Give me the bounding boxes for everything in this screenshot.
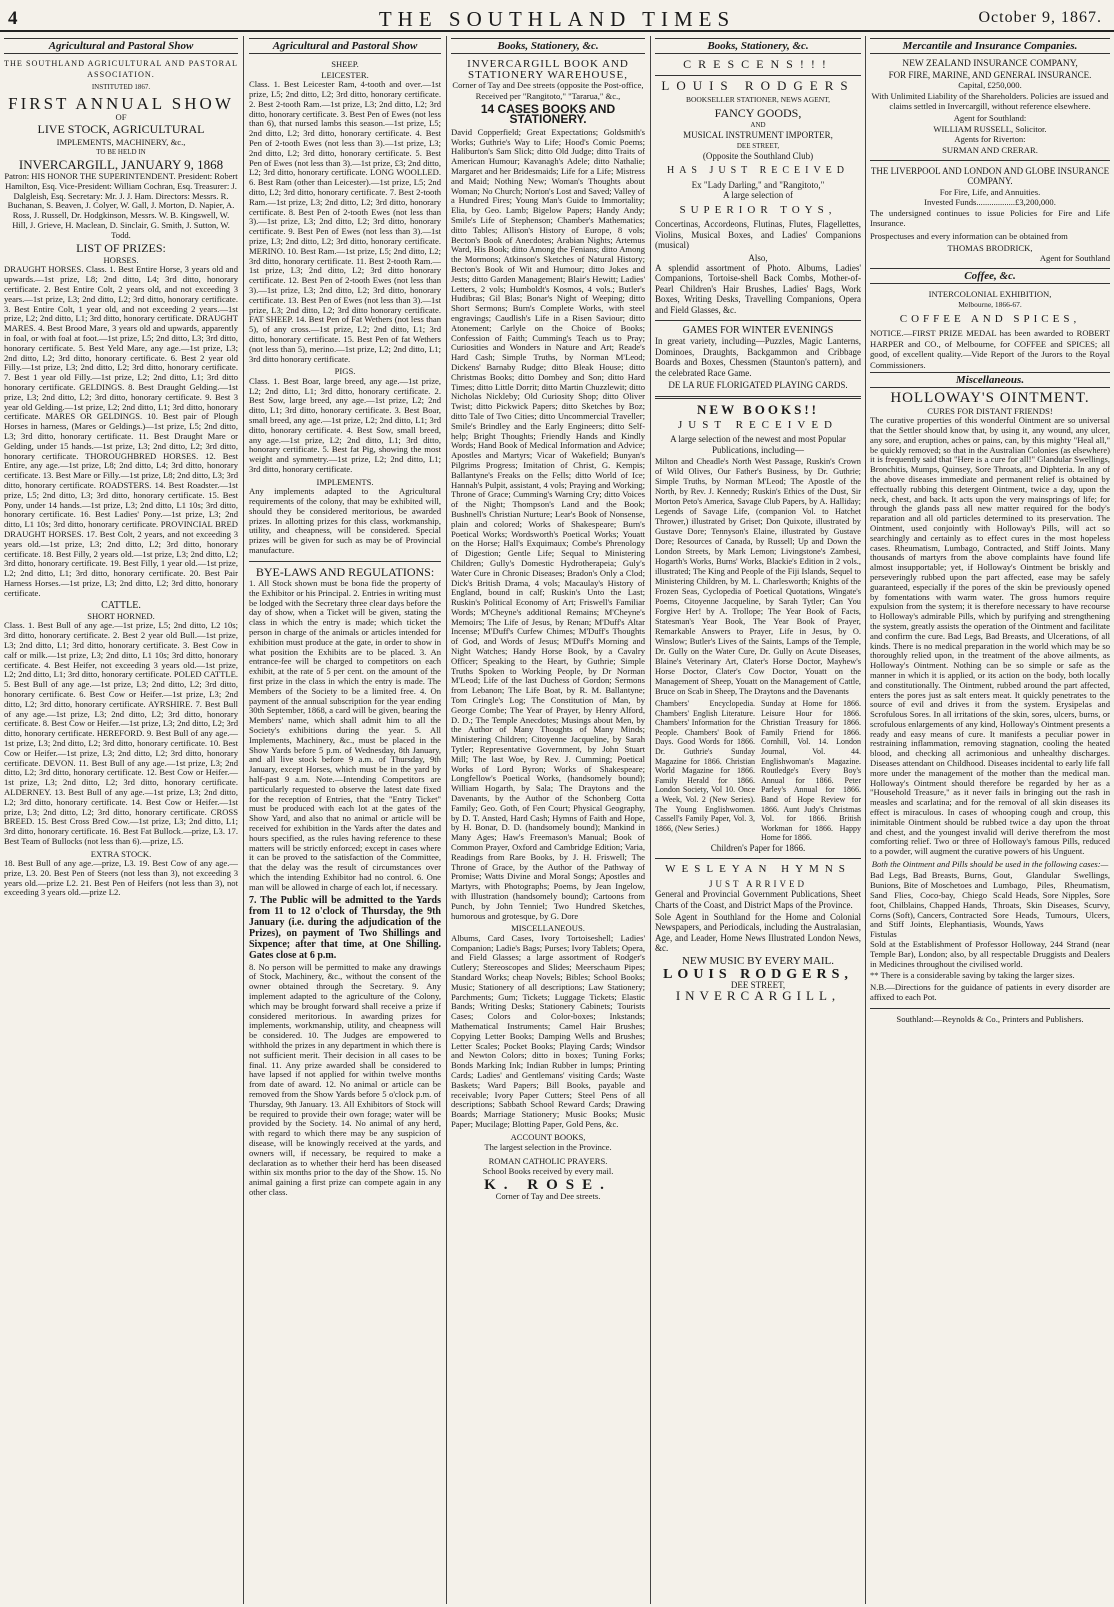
divider (655, 396, 861, 399)
rodgers-signature: LOUIS RODGERS, (663, 966, 853, 982)
holloway-text: The curative properties of this wonderful Ointment are so universal that the Settler should know that, by using it, any wound, any ulcer, any sore, and eruption, aches or pains, can, by this mighty "Heal all," be quickly removed; so that in the Australian Colonies (as elsewhere) it is frequently said that "Here is a cure for all!" Glandular Swellings, Bronchitis, Mumps, Quinsey, Sore Throats, and Diphteria. In any of the above diseases immediate and permanent relief is obtained by effectually rubbing this detergent Ointment, twice a day, upon the neck, chest, and back. It acts upon the very mainsprings of life; for through the glands pass all new matter required for the body's reparation and all old particles determined to its preservation. The Ointment, used conjointly with Holloway's Pills, will act so searchingly and certainly as to effect cures in the most hopeless cases. Rheumatism, Lumbago, Contracted, and Stiff Joints. Many thousands of martyrs from the above complaints have found life almost insupportable; yet, if Holloway's Ointment be briskly and perseveringly rubbed upon the part affected, ease may be safely guaranteed, especially if the pores of the skin be previously opened by fomentations with warm water. The gross humors require expulsion from the system; it is therefore necessary to have recourse to Holloway's admirable Pills, which by purifying and strengthening the system, greatly assists the operation of the Ointment and facilitate and confirm the cure. Bad Legs, Bad Breasts, and Ulcerations, of all kinds. There is no medical preparation in the world which may be so thoroughly relied upon, in the treatment of the above ailments, as Holloway's Ointment. Nothing can be so simple or safe as the manner in which it is applied, or its action on the body, both locally and constitutionally. The Ointment, rubbed around the part affected, enters the pores just as salt enters meat. It quickly penetrates to the source of evil and drives it from the system. Erysipelas and Scrofulous Sores. In all irritations of the skin, sores, ulcers, burns, or scrofulous enlargements of any kind, Holloway's Ointment presents a ready and easy means of cure. It manifests a peculiar power in restraining inflammation, removing stagnation, cooling the heated blood, and checking all acrimonious and unhealthy discharges. Diseases attendant on Childhood. Diseases incidental to early life fall more under the management of the mother than the medical man. Holloway's Ointment should therefore be regarded by her as a "Household Treasure," as it never fails in bringing out the rash in measles and scarlatina; and for the removal of all skin diseases its effect is miraculous. In cases of whooping cough and croup, this inimitable Ointment should be rubbed twice a day upon the throat and chest, and the youngest invalid will derive therefrom the most comforting relief. Two or three of Holloway's famous Pills, reduced to a powder, will augment the curative powers of his Unguent. (870, 415, 1110, 857)
and-label: AND (750, 121, 766, 130)
liverpool-title: THE LIVERPOOL AND LONDON AND GLOBE INSURANCE COMPANY. (870, 166, 1110, 187)
cases-heading: 14 CASES BOOKS AND STATIONERY. (480, 102, 616, 127)
annuals-right: Sunday at Home for 1866. Leisure Hour for 1866. Christian Treasury for 1866. Family Friend for 1866. Cornhill, Vol. 14. London Journal, Vol. 44. Englishwoman's Magazine. Routledge's Every Boy's Annual for 1866. Peter Parley's Annual for 1866. Band of Hope Review for 1866. Aunt Judy's Christmas Vol. for 1866. British Workman for 1866. Happy Home for 1866. (761, 699, 861, 843)
show-title: FIRST ANNUAL SHOW (8, 93, 234, 113)
nz-insurance-subtitle: FOR FIRE, MARINE, AND GENERAL INSURANCE. (888, 69, 1092, 80)
playing-cards: DE LA RUE FLORIGATED PLAYING CARDS. (668, 379, 848, 390)
directions-note: N.B.—Directions for the guidance of patients in every disorder are affixed to each Pot. (870, 982, 1110, 1003)
section-header: Agricultural and Pastoral Show (249, 38, 441, 54)
misc-heading: MISCELLANEOUS. (511, 923, 585, 934)
implements-text: Any implements adapted to the Agricultural requirements of the colony, that may be exhibited will, should they be considered meritorious, be awarded prizes. In allotting prizes for this class, workmanship, utility, and cheapness, will be considered. Special prizes will be given for such as may be of Provincial manufacture. (249, 486, 441, 555)
unlimited-liability: With Unlimited Liability of the Shareholders. Policies are issued and claims settled in Invercargill, without reference elsewhere. (871, 90, 1109, 112)
instituted: INSTITUTED 1867. (91, 83, 151, 92)
ailments-list (870, 871, 1110, 940)
bylaws-text: 1. All Stock shown must be bona fide the property of the Exhibitor or his Principal. 2. Entries in writing must be lodged with the Secretary three clear days before the day of show, when a Ticket will be given, stating the class in which the entry is made; which ticket the person in charge of the animals or articles intended for exhibition must produce at the gate, in order to show in what position the Exhibits are to be placed. 3. An entrance-fee will be charged to competitors on each exhibit, at the rate of 5 per cent. on the amount of the first prize in the class in which the entry is made. The Members of the Society to be a limited free. 4. On payment of the annual subscription for the year ending 30th September, 1868, a card will be given, bearing the Members' name, which shall admit him to all the Society's exhibitions during the year. 5. All Implements, Machinery, &c., must be placed in the Show Yards before 5 p.m. of Wednesday, 8th January, and all live stock before 9 a.m. of Thursday, 9th January, except Horses, which must be in the yard by half-past 9 a.m. Note.—Intending Competitors are particularly requested to observe the latest date fixed for the reception of Entries, that the "Entry Ticket" must be produced with each lot at the gates of the Show Yard, and also that no animal or article will be received for exhibition in the Yards after the dates and hours specified, as the rules having reference to these matters will be strictly enforced; except in cases where it can be proved to the satisfaction of the Committee, that the delay was the result of circumstances over which the intending Exhibitor had no control. 6. One man will be allowed in charge of each lot, if necessary. (249, 578, 441, 892)
large-selection: A large selection of (722, 190, 794, 201)
dee-street: DEE STREET, (736, 141, 780, 150)
liverpool-funds: Invested Funds..................£3,200,000. (924, 197, 1056, 208)
warehouse-address: Corner of Tay and Dee streets (opposite the Post-office, (452, 80, 644, 91)
page-number: 4 (8, 8, 18, 29)
warehouse-title: INVERCARGILL BOOK AND (467, 58, 629, 71)
divider (655, 320, 861, 321)
agent-russell: WILLIAM RUSSELL, Solicitor. (933, 123, 1047, 134)
account-books: ACCOUNT BOOKS, (510, 1131, 586, 1142)
divider (870, 1008, 1110, 1009)
brodrick-role: Agent for Southland (1039, 253, 1110, 264)
fancy-goods: FANCY GOODS, (714, 105, 802, 120)
leicester-heading: LEICESTER. (321, 69, 369, 80)
column-insurance-holloway (870, 38, 1110, 1602)
divider (249, 561, 441, 562)
just-received-text: A large selection of the newest and most Popular Publications, including— (670, 434, 846, 455)
melbourne: Melbourne, 1866-67. (958, 299, 1022, 309)
issue-date: October 9, 1867. (978, 9, 1102, 26)
misc-header: Miscellaneous. (870, 372, 1110, 388)
new-books-heading: NEW BOOKS!! (697, 402, 819, 418)
show-subject-2: IMPLEMENTS, MACHINERY, &c., (56, 136, 186, 147)
rodgers-name: LOUIS RODGERS (661, 77, 855, 93)
liverpool-lines: For Fire, Life, and Annuities. (939, 186, 1041, 197)
nz-insurance-title: NEW ZEALAND INSURANCE COMPANY, (902, 59, 1078, 70)
ailments-right: Gout, Glandular Swellings, Lumbago, Piles, Rheumatism, Scald Heads, Sore Nipples, Sore Throats, Skin Diseases, Scurvy, Sore Heads, Tumours, Ulcers, Wounds, Yaws (993, 870, 1110, 930)
intercolonial: INTERCOLONIAL EXHIBITION, (928, 289, 1052, 300)
annuals-list (655, 699, 861, 843)
capital: Capital, £250,000. (958, 80, 1022, 91)
divider (870, 160, 1110, 161)
column-agricultural-show-2 (249, 38, 441, 1602)
just-received: JUST RECEIVED (678, 418, 838, 431)
rose-address: Corner of Tay and Dee streets. (495, 1190, 601, 1201)
has-just-received: HAS JUST RECEIVED (666, 164, 850, 176)
section-header: Mercantile and Insurance Companies. (870, 38, 1110, 54)
section-header: Books, Stationery, &c. (451, 38, 645, 54)
association-name: THE SOUTHLAND AGRICULTURAL AND PASTORAL ASSOCIATION. (4, 59, 238, 79)
new-music: NEW MUSIC BY EVERY MAIL. (681, 954, 835, 967)
column-rule (865, 36, 866, 1604)
of-label: OF (115, 112, 127, 123)
ex-ships: Ex "Lady Darling," and "Rangitoto," (691, 180, 825, 191)
coffee-and-spices: COFFEE AND SPICES, (899, 312, 1081, 325)
column-rule (650, 36, 651, 1604)
received-per: Received per "Rangitoto," "Tararua," &c., (475, 90, 621, 101)
column-books-rose (451, 38, 645, 1602)
extra-stock-prizes: 18. Best Bull of any age.—prize, L3. 19. Best Cow of any age.—prize, L3. 20. Best Pen of Steers (not less than 3), not exceeding 3 years old.—prize L2. 21. Best Pen of Heifers (not less than 3), not exceeding 3 years old.—prize L2. (4, 858, 238, 898)
bylaws-heading: BYE-LAWS AND REGULATIONS: (255, 564, 435, 579)
childrens-paper: Children's Paper for 1866. (710, 842, 806, 853)
bylaws-text-2: 8. No person will be permitted to make any drawings of Stock, Machinery, &c., without the consent of the owner obtained through the Secretary. 9. Any implement adapted to the agriculture of the Colony, which may be brought forward shall receive a prize if considered meritorious. In awarding prizes for implements, workmanship, utility, and cheapness will be considered. 10. The Judges are empowered to withhold the prizes in any department in which there is not sufficient merit. Their decision in all cases to be final. 11. Any prize awarded shall be considered to have lapsed if not applied for within twelve months from date of award. 12. No animal or article can be removed from the Show Yards before 5 o'clock p.m. of Thursday, 9th January. 13. All Exhibitors of Stock will be required to provide their own forage; water will be provided by the Society. 14. No animal of any herd, with regard to which there may be any suspicion of disease, will be knowingly received at the yards, and owners will, if necessary, be required to make a declaration as to whether their herd has been diseased within six months prior to the day of the Show. 15. No animal gaining a first prize can compete again in any other class. (249, 961, 441, 1197)
agent-surman: SURMAN AND CRERAR. (942, 144, 1038, 155)
column-rule (243, 36, 244, 1604)
sole-agent: Sole Agent in Southland for the Home and Colonial Newspapers, and Periodicals, including the Australasian, Age, and Leader, Home News Illustrated London News, &c. (655, 911, 861, 954)
prospectuses: Prospectuses and every information can be obtained from (870, 230, 1068, 241)
pig-prizes: Class. 1. Best Boar, large breed, any age.—1st prize, L2; 2nd ditto, L1; 3rd ditto, honorary certificate. 2. Best Sow, large breed, any age.—1st prize, L2; 2nd ditto, L1; 3rd ditto, honorary certificate. 3. Best Boar, small breed, any age.—1st prize, L2; 2nd ditto, L1; 3rd ditto, honorary certificate. 4. Best Sow, small breed, any age.—1st prize, L2; 2nd ditto, L1; 3rd ditto, honorary certificate. 5. Best fat Pig, showing the most weight and symmetry.—1st prize, L2; 2nd ditto, L1; 3rd ditto, honorary certificate. (249, 375, 441, 474)
toys-list: Concertinas, Accordeons, Flutinas, Flutes, Flagellettes, Violins, Musical Boxes, and Ladies' Companions (musical) (655, 219, 861, 251)
rodgers-trade: BOOKSELLER STATIONER, NEWS AGENT, (685, 95, 831, 105)
holloway-title: HOLLOWAY'S OINTMENT. (890, 390, 1090, 407)
misc-list: Albums, Card Cases, Ivory Tortoiseshell; Ladies' Companion; Ladie's Bags; Purses; Ivory Tablets; Opera, and Field Glasses; a large assortment of Rodger's Cutlery; Stereoscopes and Slides; Meerschaum Pipes; Standard Works; cheap Novels; Bibles; School Books; Music; Stationery of all descriptions; Law Stationery; Parchments; Gum; Tickets; Luggage Tickets; Elastic Bands; Writing Desks; Stationery Cabinets; Tourists Cases; Colors and Color-boxes; Inkstands; Mathematical Instruments; Camel Hair Brushes; Copying Letter Books; Damping Wells and Brushes; Letter Scales; Pocket Books; Playing Cards; Windsor and Newton Colors; ditto in boxes; Tuning Forks; Bonds Marking Ink; Indian Rubber in lumps; Printing Cards; Ladies' and Gentlemans' visiting Cards; Waste Baskets; Ward Papers; Bill Books, payable and receivable; Ivory Paper Cutters; Steel Pens of all descriptions; Sabbath School Reward Cards; Drawing Boards; Marriage Stationery; Music Books; Music Paper; Mucilage; Blotting Paper, Gold Pens, &c. (451, 932, 645, 1129)
sold-at: Sold at the Establishment of Professor Holloway, 244 Strand (near Temple Bar), London; also, by all respectable Druggists and Dealers in Medicines throughout the civilised world. (870, 939, 1110, 969)
largest-selection: The largest selection in the Province. (484, 1142, 612, 1153)
coffee-header: Coffee, &c. (870, 268, 1110, 284)
brodrick-name: THOMAS BRODRICK, (947, 242, 1033, 253)
show-location: INVERCARGILL, JANUARY 9, 1868 (18, 156, 224, 172)
undersigned: The undersigned continues to issue Policies for Fire and Life Insurance. (870, 207, 1110, 229)
divider (655, 75, 861, 76)
games-heading: GAMES FOR WINTER EVENINGS (682, 324, 834, 336)
prizes-heading: LIST OF PRIZES: (76, 240, 166, 255)
annuals-left: Chambers' Encyclopedia. Chambers' English Literature. Chambers' Information for the People. Chambers' Book of Days. Good Words for 1866. Dr. Guthrie's Sunday Magazine for 1866. Christian World Magazine for 1866. Family Herald for 1866. London Society, Vol 10. Once a Week, Vol. 2 (New Series). The Young Englishwomen. Cassell's Family Paper, Vol. 3, 1866, (New Series.) (655, 699, 755, 833)
divider (655, 858, 861, 859)
held-label: TO BE HELD IN (96, 148, 146, 157)
printer-imprint: Southland:—Reynolds & Co., Printers and Publishers. (896, 1013, 1084, 1024)
rose-signature: K. ROSE. (484, 1177, 612, 1194)
extra-stock-heading: EXTRA STOCK. (90, 848, 152, 859)
roman-catholic-prayers: ROMAN CATHOLIC PRAYERS. (488, 1155, 608, 1166)
agent-for-southland: Agent for Southland: (953, 113, 1027, 124)
both-cases: Both the Ointment and Pills should be used in the following cases:— (871, 859, 1109, 870)
warehouse-title-2: STATIONERY WAREHOUSE, (467, 68, 629, 81)
show-subject: LIVE STOCK, AGRICULTURAL (37, 122, 205, 137)
cattle-heading: CATTLE. (101, 599, 141, 611)
government-publications: General and Provincial Government Publications, Sheet Charts of the Coast, and District Maps of the Province. (655, 889, 861, 910)
horse-prizes: DRAUGHT HORSES. Class. 1. Best Entire Horse, 3 years old and upwards.—1st prize, L8; 2nd ditto, L4; 3rd ditto, honorary certificate. 2. Best Entire Colt, 2 years old, and not exceeding 3 years.—1st prize, L3; 2nd ditto, L2; 3rd ditto, honorary certificate. 3. Best Entire Colt, 1 year old, and not exceeding 2 years.—1st prize, L2; 2nd ditto, L1; 3rd ditto, honorary certificate. DRAUGHT MARES. 4. Best Brood Mare, 3 years old and upwards, apparently in foal, or with foal at foot.—1st prize, L5; 2nd ditto, L3; 3rd ditto, honorary certificate. 5. Best Yeld Mare, any age.—1st prize, L3; 2nd ditto, L2; 3rd ditto, honorary certificate. 6. Best 2 year old Filly.—1st prize, L3; 2nd ditto, L2; 3rd ditto, honorary certificate. 7. Best 1 year old Filly.—1st prize, L2; 2nd ditto, L1; 3rd ditto honorary certificate. GELDINGS. 8. Best Draught Gelding.—1st prize, L3; 2nd ditto, L2; 3rd ditto, honorary certificate. 9. Best 3 year old Gelding.—1st prize, L2; 2nd ditto, L1; 3rd ditto, honorary certificate. MARES OR GELDINGS. 10. Best pair of Plough Horses in harness, (Mares or Geldings.)—1st prize, L5; 2nd ditto, L3; 3rd ditto, honorary certificate. 11. Best Draught Mare or Gelding, under 15 hands.—1st prize, L3; 2nd ditto, L2; 3rd ditto, honorary certificate. THOROUGHBRED HORSES. 12. Best Entire, any age.—1st prize, L8; 2nd ditto, L4; 3rd ditto, honorary certificate. 13. Best Mare or Filly.—1st prize, L8; 2nd ditto, L3; 3rd ditto, honorary certificate. ROADSTERS. 14. Best Roadster.—1st prize, L5; 2nd ditto, L3; 3rd ditto, honorary certificate. 15. Best Pony, under 14 hands.—1st prize, L3; 2nd ditto, L1 10s; 3rd ditto, honorary certificate. 16. Best Ladies' Pony.—1st prize, L3; 2nd ditto, L1 10s; 3rd ditto, honorary certificate. PROVINCIAL BRED DRAUGHT HORSES. 17. Best Colt, 2 years, and not exceeding 3 years old.—1st prize, L3; 2nd ditto, L2; 3rd ditto, honorary certificate. 18. Best Filly, 2 years old.—1st prize, L3; 2nd ditto, L2; 3rd ditto, honorary certificate. 19. Best Filly, 1 year old.—1st prize, L2; 2nd ditto, L1; 3rd ditto, honorary certificate. 20. Best Pair Harness Horses.—1st prize, L3; 2nd ditto, L2; 3rd ditto, honorary certificate. (4, 264, 238, 598)
newspaper-title: THE SOUTHLAND TIMES (378, 7, 736, 31)
section-header: Agricultural and Pastoral Show (4, 38, 238, 54)
implements-heading: IMPLEMENTS. (316, 476, 374, 487)
column-louis-rodgers (655, 38, 861, 1602)
rodgers-street: DEE STREET, (730, 980, 786, 991)
sheep-heading: SHEEP. (331, 59, 359, 70)
column-agricultural-show (4, 38, 238, 1602)
column-rule (446, 36, 447, 1604)
wesleyan-hymns: WESLEYAN HYMNS (665, 863, 851, 876)
sheep-prizes: Class. 1. Best Leicester Ram, 4-tooth and over.—1st prize, L5; 2nd ditto, L2; 3rd ditto, honorary certificate. 2. Best 2-tooth Ram.—1st prize, L3; 2nd ditto, L2; 3rd ditto, honorary certificate. 3. Best Pen of Ewes (not less than 6), that nursed lambs this season.—1st prize, L5; 2nd ditto, L2; 3rd ditto, honorary certificate. 4. Best Pen of 2-tooth Ewes (not less than 3).—1st prize, L3; 2nd ditto, L2; 3rd ditto, honorary certificate. 5. Best Pen of Ewes (not less than 3).—1st prize, £3; 2nd ditto, L2; 3rd ditto, honorary certificate. LONG WOOLLED. 6. Best Ram (other than Leicester).—1st prize, L5; 2nd ditto, L2; 3rd ditto, honorary certificate. 7. Best 2-tooth Ram.—1st prize, L3; 2nd ditto, L2; 3rd ditto, honorary certificate. 8. Best Pen of 2-tooth Ewes (not less than 3).—1st prize, L3; 2nd ditto, L2; 3rd ditto, honorary certificate. 9. Best Pen of Ewes (not less than 3).—1st prize, L3; 2nd ditto, L2; 3rd ditto, honorary certificate. MERINO. 10. Best Ram.—1st prize, L5; 2nd ditto, L2; 3rd ditto, honorary certificate. 11. Best 2-tooth Ram.—1st prize, L3; 2nd ditto, L2; 3rd ditto honorary certificate. 12. Best Pen of 2-tooth Ewes (not less than 3).—1st prize, L3; 2nd ditto, L2; 3rd ditto, honorary certificate. 13. Best Pen of Ewes (not less than 3).—1st prize, L3; 2nd ditto, L2; 3rd ditto honorary certificate. FAT SHEEP. 14. Best Pen of Fat Wethers (not less than 5), of any cross.—1st prize, L2; 2nd ditto, L1; 3rd ditto, honorary certificate. 15. Best Pen of fat Wethers (not less than 5), merino.—1st prize, L2; 2nd ditto, L1; 3rd ditto honorary certificate. (249, 79, 441, 364)
crescens-heading: CRESCENS!!! (683, 57, 833, 72)
music-importer: MUSICAL INSTRUMENT IMPORTER, (683, 130, 833, 141)
public-admission: 7. The Public will be admitted to the Yards from 11 to 12 o'clock of Thursday, the 9th January (i.e. during the adjudication of the Prizes), on payment of Two Shillings and Sixpence; after that time, at One Shilling. Gates close at 6 p.m. (249, 894, 441, 961)
school-books: School Books received by every mail. (482, 1165, 614, 1176)
also-label: Also, (748, 252, 768, 263)
albums-list: A splendid assortment of Photo. Albums, Ladies' Companions, Tortoise-shell Back Combs, Mother-of-Pearl Children's Hair Brushes, Ladies' Bags, Work Boxes, Writing Desks, Travelling Companions, Opera and Field Glasses, &c. (655, 262, 861, 315)
opposite-club: (Opposite the Southland Club) (702, 151, 814, 162)
officers: Patron: HIS HONOR THE SUPERINTENDENT. President: Robert Hamilton, Esq. Vice-President: William Cochran, Esq. Treasurer: J. Dalgleish, Esq. Secretary: Mr. J. J. Ham. Directors: Messrs. R. Buchanan, S. Beaven, J. Colyer, W. Gall, J. Morton, D. Napier, A. Ross, J. Russell, Dr. Hodgkinson, Messrs. W. B. Kingswell, W. Hill, J. Grieve, H. Maclean, D. Sinclair, G. Smith, J. Sutton, W. Todd. (4, 171, 238, 240)
superior-toys: SUPERIOR TOYS, (679, 203, 837, 216)
horses-heading: HORSES. (103, 255, 139, 266)
rodgers-town: INVERCARGILL, (675, 987, 841, 1003)
holloway-subtitle: CURES FOR DISTANT FRIENDS! (927, 405, 1053, 416)
short-horned-heading: SHORT HORNED. (87, 610, 155, 621)
saving-note: ** There is a considerable saving by taking the larger sizes. (870, 970, 1075, 981)
cattle-prizes: Class. 1. Best Bull of any age.—1st prize, L5; 2nd ditto, L2 10s; 3rd ditto, honorary certificate. 2. Best 2 year old Bull.—1st prize, L3; 2nd ditto, L1; 3rd ditto, honorary certificate. 3. Best Cow in calf or milk.—1st prize, L3; 2nd ditto, L1 10s; 3rd ditto, honorary certificate. 4. Best Heifer, not exceeding 3 years old.—1st prize, L2; 2nd ditto, L1; 3rd ditto, honorary certificate. POLED CATTLE. 5. Best Bull of any age.—1st prize, L3; 2nd ditto, L2; 3rd ditto, honorary certificate. 6. Best Cow or Heifer.—1st prize, L3; 2nd ditto, L2; 3rd ditto, honorary certificate. AYRSHIRE. 7. Best Bull of any age.—1st prize, L3; 2nd ditto, L2; 3rd ditto, honorary certificate. 8. Best Cow or Heifer.—1st prize, L3; 2nd ditto, L2; 3rd ditto, honorary certificate. HEREFORD. 9. Best Bull of any age.—1st prize, L3; 2nd ditto, L2; 3rd ditto, honorary certificate. 10. Best Cow or Heifer.—1st prize, L3; 2nd ditto, L2; 3rd ditto, honorary certificate. DEVON. 11. Best Bull of any age.—1st prize, L3; 2nd ditto, L2; 3rd ditto, honorary certificate. 12. Best Cow or Heifer.—1st prize, L3; 2nd ditto, L2; 3rd ditto, honorary certificate. ALDERNEY. 13. Best Bull of any age.—1st prize, L3; 2nd ditto, L2; 3rd ditto, honorary certificate. 14. Best Cow or Heifer.—1st prize, L3; 2nd ditto, L2; 3rd ditto, honorary certificate. CROSS BREED. 15. Best Cross Bred Cow.—1st prize, L3; 2nd ditto, L1; 3rd ditto, honorary certificate. 16. Best Fat Bullock.—prize, L3. 17. Best Team of Bullocks (not less than 6).—prize, L5. (4, 620, 238, 846)
just-arrived: JUST ARRIVED (708, 878, 808, 889)
section-header: Books, Stationery, &c. (655, 38, 861, 54)
coffee-notice: NOTICE.—FIRST PRIZE MEDAL has been awarded to ROBERT HARPER and CO., of Melbourne, for COFFEE and SPICES; all good, of excellent quality.—Vide Report of the Jurors to the Royal Commissioners. (870, 328, 1110, 370)
ailments-left: Bad Legs, Bad Breasts, Burns, Bunions, Bite of Moschetoes and Sand Flies, Coco-bay, Chiego foot, Chilblains, Chapped Hands, Corns (Soft), Cancers, Contracted and Stiff Joints, Elephantiasis, Fistulas (870, 870, 987, 940)
agents-riverton: Agents for Riverton: (954, 134, 1026, 145)
games-list: In great variety, including—Puzzles, Magic Lanterns, Dominoes, Draughts, Backgammon and Cribbage Boards and Boxes, Chessmen (Staunton's pattern), and the celebrated Race Game. (655, 336, 861, 378)
new-books-list: Milton and Cheadle's North West Passage, Ruskin's Crown of Wild Olives, Our Father's Business, by Dr. Guthrie; Simple Truths, by Norman M'Leod; The Apostle of the North, by Rev. J. Kennedy; Ruskin's Ethics of the Dust, Sir Morton Peto's America, Savage Club Papers, by A. Halliday; Legends of Savage Life, (companion Vol. to Hatchet Thrower,) illustrated by Griset; Don Quixote, illustrated by Gustave Dore; Tennyson's Elaine, illustrated by Gustave Dore; Resources of Canada, by Russell; Up and Down the London Streets, by Mark Lemon; Livingstone's Zambesi, Hogarth's Works, Burns' Works, Blackie's Edition in 2 vols., illustrated; The King and People of the Fiji Islands, Sequel to Ministering Children, by M. L. Charlesworth; Knights of the Frozen Seas, Cyclopedia of Poetical Quotations, Wingate's Poems, Citoyenne Jacqueline, by Sarah Tytler; Can You Forgive Her! by A. Trollope; The Year Book of Facts, Statesman's Year Book, The Year Book of Prayer, Remarkable Answers to Prayer, Life in Jesus, by O. Winslow; Butler's Lives of the Saints, Lamps of the Temple, Dr. Gully on the Water Cure, Dr. Gully on Acute Diseases, Blaine's Veterinary Art, Clater's Horse Doctor, Mayhew's Horse Doctor, Clater's Cow Doctor, Youatt on the Management of Sheep, Youatt on the Management of Cattle, Bruce on Scab in Sheep, The Draytons and the Davenants (655, 457, 861, 696)
masthead (0, 6, 1114, 32)
pigs-heading: PIGS. (334, 366, 356, 377)
book-list: David Copperfield; Great Expectations; Goldsmith's Works; Guthrie's Way to Life; Hood's Comic Poems; Haliburton's Sam Slick; ditto Old Judge; ditto Traits of American Humour; Kavanagh's Adele; ditto Nathalie; Margaret and her Bridesmaids; Life for a Life; Mistress and Maid; Nothing New; Woman's Thoughts about Woman; No Church; Norton's Lost and Saved; Valley of a Hundred Fires; Young Man's Guide to Immortality; Elia, by Geo. Lamb; Bigelow Papers; Handy Andy; Smile's Life of Stephenson; Chamber's Mathematics; ditto Tables; Allison's History of Europe, 8 vols; Becton's Book of Anecdotes; Arabian Nights; Artemus Ward, His Book; ditto Among the Fenians; ditto Among the Mormons; Atkinson's Sketches of Natural History; Becton's Book of Wit and Humour; ditto Jokes and Jests; ditto Garden Management; Blair's Hewitt; Ladies' Letters, 2 vols; Humboldt's Kosmos, 4 vols.; Butler's Hudibras; Gil Blas; Bonar's Night of Weeping; ditto Short Sermons; Burn's Complete Works, with steel engravings; Caudlish's Life in a Risen Saviour; ditto Atonement; Carlyle on the Choice of Books; Confession of Faith; Cumming's Teach us to Pray; Curiosities and Wonders in Nature and Art; Reade's Hard Cash; Simple Truths, by Norman M'Leod; Dickens' Barnaby Rudge; ditto Bleak House; ditto Christmas Books; ditto Dombey and Son; ditto Hard Times; ditto Little Dorrit; ditto Martin Chuzzlewit; ditto Nicholas Nickleby; Old Curiosity Shop; ditto Oliver Twist; ditto Pickwick Papers; ditto Sketches by Boz; ditto Tale of Two Cities; ditto Uncommercial Traveller; Smile's Brindley and the Early Engineers; ditto Self-help; Bright Thoughts; Friendly Hands and Kindly Words; Hand Book of Medical Information and Advice; Apostles and Martyrs; Vicar of Wakefield; Bunyan's Pilgrims Progress; Imitation of Christ, G. Kempis; Ballantyne's Freaks on the Fells; ditto World of Ice; Hannah's Pulpit, assistant, 4 vols; Praying and Working; Throne of Grace; Cumming's Warning Cry; ditto Voices of the Night; Thompson's Land and the Book; Bushnell's Christian Nurture; Lear's Book of Nonsense, plain and colored; Works of Shakespeare; Burn's Poetical Works; Wordsworth's Poetical Works; Youatt on the Horse; Hall's Exquimaux; Combe's Phrenology of Digestion; Gentle Life; Sequal to Ministering Children; Gully's Domestic Hydrotherapeia; Guly's Water Cure in Chronic Diseases; Bradon's Only a Clod; Dick's British Drama, 4 vols; Macaulay's History of England, bound in calf; Ruskin's Unto the Last; Ruskin's Political Economy of Art; Friswell's Familiar Words; M'Cheyne's additional Remains; M'Cheyne's Memoirs; The Life of Jesus, by Renan; M'Duff's Altar Incense; M'Duff's Curfew Chimes; M'Duff's Thoughts of God, and Words of Jesus; M'Duff's Morning and Night Watches; Handy Horse Book, by a Cavalry Officer; Speaking to the Heart, by Guthrie; Simple Truths Spoken to Working People, by Dr Norman M'Leod; Life of the last Duchess of Gordon; Sermons from Lebanon; The Life Boat, by R. M. Ballantyne; Tom Cringle's Log; The Constitution of Man, by George Combe; The Year of Prayer, by Henry Alford, D. D.; The Temple Anecdotes; Musings about Men, by the Author of Many Thoughts of Many Minds; Ministering Children; Citoyenne Jacqueline, by Sarah Tytler; Representative Government, by John Stuart Mill; The last Woe, by Rev. J. Cumming; Poetical Works of Lord Byron; Works of Shakespeare; Longfellow's Poetical Works, (handsomely bound); William Hogarth, by Sala; The Draytons and the Davenants, by the Author of the Schonberg Cotta Family; Geo. Goth, of Fen Court; Physical Geography, by D. T. Ansted, Hard Cash; Hymns of Faith and Hope, by H. Bonar, D. D. (handsomely bound); Mankind in Many Ages; Haw's Freemason's Manual; Book of Common Prayer, Oxford and Cambridge Edition; Varia, Readings from Rare Books, by J. H. Friswell; The Throne of Grace, by the Author of the Pathway of Promise; Watts Divine and Moral Songs; Apostles and Martyrs, with Photographs; Poems, by Jean Ingelow, with Illustration (handsomely bound); Cartoons from Punch, by John Tenniel; Two Hundred Sketches, humorous and grotesque, by G. Dore (451, 126, 645, 921)
